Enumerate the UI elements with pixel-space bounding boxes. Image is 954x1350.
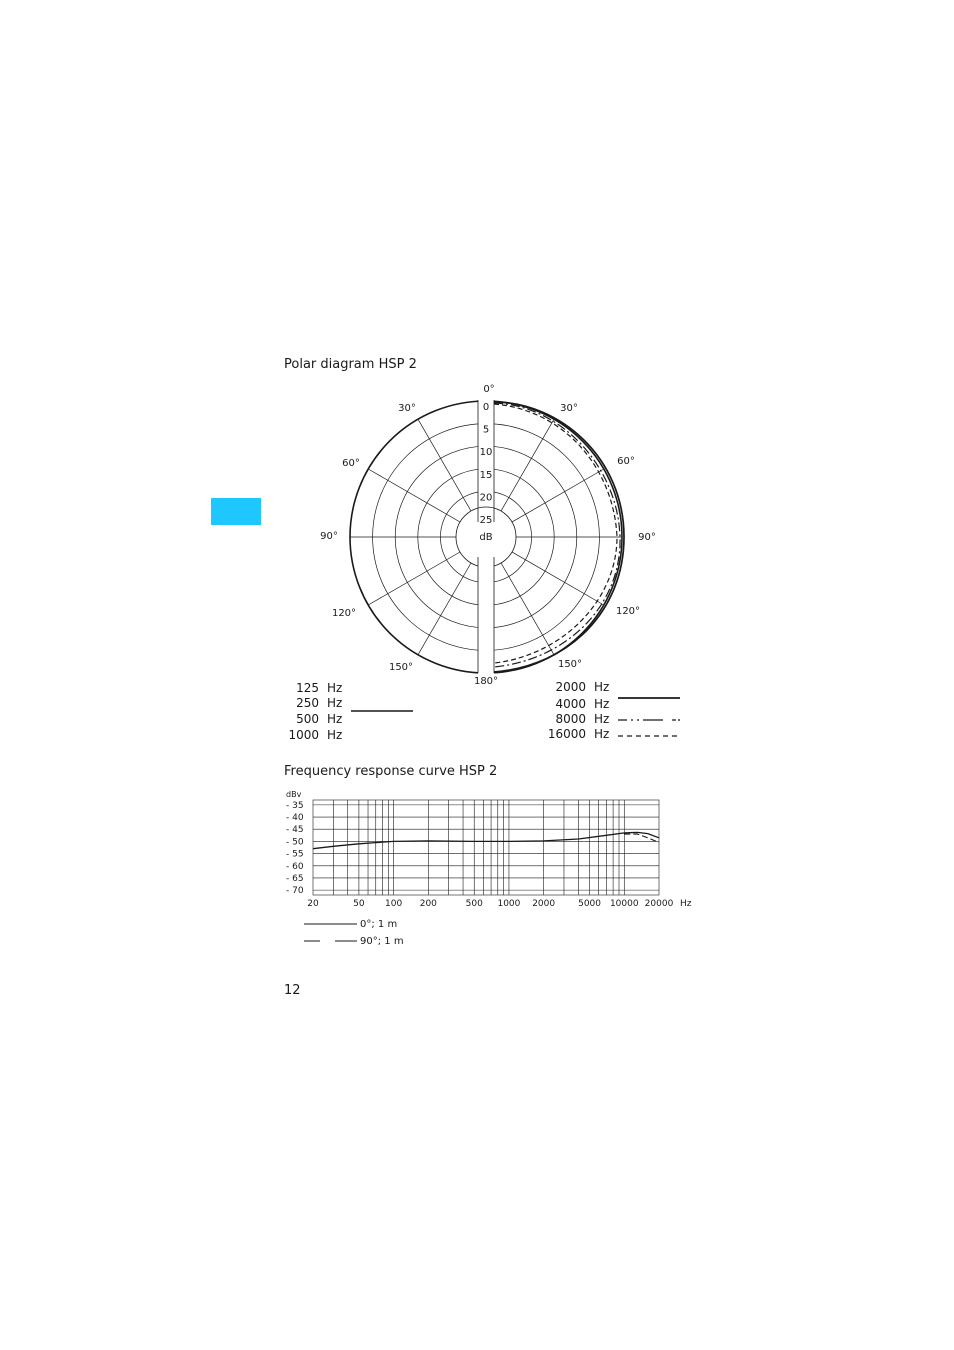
polar-lower-strip bbox=[478, 553, 494, 677]
freq-grid bbox=[313, 800, 659, 895]
freq-y-tick-55: - 55 bbox=[286, 849, 304, 860]
legend-left-unit-3: Hz bbox=[327, 728, 343, 742]
polar-legend-right bbox=[548, 680, 680, 741]
legend-left-freq-0: 125 bbox=[296, 681, 319, 695]
polar-label-left-90: 90° bbox=[320, 531, 338, 542]
freq-y-tick-40: - 40 bbox=[286, 813, 304, 824]
freq-x-tick-500: 500 bbox=[465, 899, 483, 909]
freq-x-tick-1000: 1000 bbox=[497, 899, 521, 909]
freq-x-tick-5000: 5000 bbox=[578, 899, 602, 909]
freq-y-tick-35: - 35 bbox=[286, 800, 304, 811]
polar-db-label-20: 20 bbox=[479, 492, 493, 504]
freq-x-tick-2000: 2000 bbox=[532, 899, 556, 909]
freq-series-group bbox=[313, 832, 659, 848]
polar-db-label-25: 25 bbox=[479, 515, 493, 526]
polar-db-label-15: 15 bbox=[479, 469, 493, 481]
legend-left-unit-0: Hz bbox=[327, 681, 343, 695]
freq-legend-label-90deg: 90°; 1 m bbox=[360, 936, 404, 947]
frequency-response-chart bbox=[286, 790, 692, 947]
freq-y-tick-60: - 60 bbox=[286, 861, 304, 872]
freq-plot-frame bbox=[313, 800, 659, 895]
polar-legend-left bbox=[288, 681, 413, 742]
polar-label-right-150: 150° bbox=[557, 659, 583, 670]
freq-y-tick-65: - 65 bbox=[286, 873, 304, 884]
freq-x-tick-50: 50 bbox=[353, 899, 365, 909]
legend-right-unit-1: Hz bbox=[594, 697, 610, 711]
polar-label-right-90: 90° bbox=[638, 532, 656, 543]
legend-left-freq-1: 250 bbox=[296, 696, 319, 710]
legend-right-unit-2: Hz bbox=[594, 712, 610, 726]
legend-left-unit-2: Hz bbox=[327, 712, 343, 726]
freq-x-tick-20: 20 bbox=[307, 899, 319, 909]
polar-label-left-150: 150° bbox=[388, 662, 414, 673]
polar-label-right-60: 60° bbox=[617, 456, 635, 467]
freq-x-tick-200: 200 bbox=[419, 899, 437, 909]
freq-legend-label-0deg: 0°; 1 m bbox=[360, 919, 398, 930]
legend-right-unit-0: Hz bbox=[594, 680, 610, 694]
freq-x-axis-label: Hz bbox=[680, 899, 692, 909]
freq-series-line-0 bbox=[313, 832, 659, 848]
frequency-response-title: Frequency response curve HSP 2 bbox=[284, 764, 498, 779]
polar-db-label-5: 5 bbox=[482, 424, 490, 436]
legend-right-freq-1: 4000 bbox=[555, 697, 586, 711]
polar-label-left-120: 120° bbox=[331, 608, 357, 619]
polar-label-0deg: 0° bbox=[483, 384, 495, 395]
polar-label-left-30: 30° bbox=[398, 403, 416, 414]
freq-x-tick-20000: 20000 bbox=[644, 899, 674, 909]
freq-y-axis-label: dBv bbox=[286, 790, 302, 799]
polar-label-180deg: 180° bbox=[473, 676, 499, 687]
legend-right-unit-3: Hz bbox=[594, 727, 610, 741]
legend-left-freq-2: 500 bbox=[296, 712, 319, 726]
polar-label-right-120: 120° bbox=[615, 606, 641, 617]
legend-right-freq-0: 2000 bbox=[555, 680, 586, 694]
freq-y-ticks bbox=[286, 801, 304, 896]
polar-diagram-title: Polar diagram HSP 2 bbox=[284, 357, 417, 372]
freq-x-tick-100: 100 bbox=[385, 899, 403, 909]
freq-y-tick-70: - 70 bbox=[286, 886, 304, 897]
legend-left-unit-1: Hz bbox=[327, 696, 343, 710]
polar-label-left-60: 60° bbox=[342, 458, 360, 469]
legend-left-freq-3: 1000 bbox=[288, 728, 319, 742]
page-number: 12 bbox=[284, 983, 301, 998]
freq-y-tick-50: - 50 bbox=[286, 837, 304, 848]
polar-db-label-0: 0 bbox=[482, 402, 490, 413]
polar-db-label-10: 10 bbox=[479, 447, 493, 459]
freq-x-tick-10000: 10000 bbox=[609, 899, 639, 909]
polar-label-right-30: 30° bbox=[560, 403, 578, 414]
legend-right-freq-3: 16000 bbox=[547, 727, 586, 741]
freq-x-ticks bbox=[307, 899, 673, 909]
freq-y-tick-45: - 45 bbox=[286, 825, 304, 836]
legend-right-freq-2: 8000 bbox=[555, 712, 586, 726]
polar-center-label: dB bbox=[479, 532, 493, 543]
